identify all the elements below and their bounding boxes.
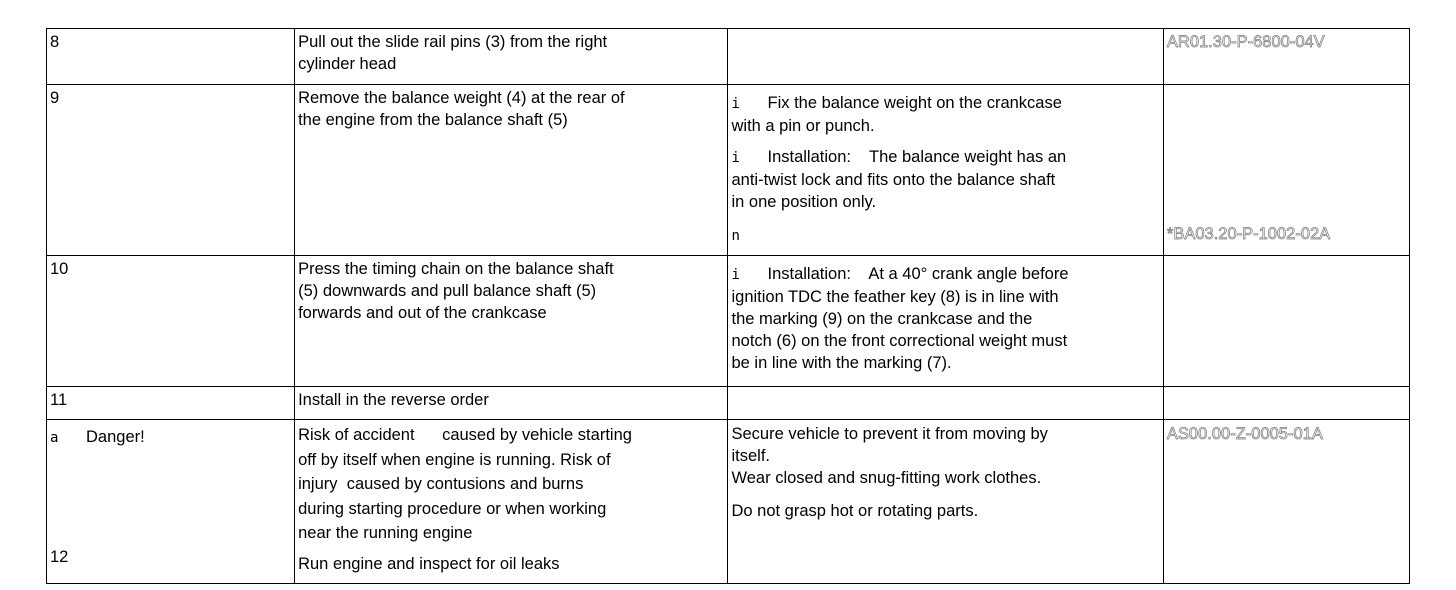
step-number: 9 bbox=[47, 85, 295, 256]
table-row bbox=[47, 29, 1410, 85]
action-text: Remove the balance weight (4) at the rear of the engine from the balance shaft (5) bbox=[295, 85, 728, 256]
table-row bbox=[47, 387, 1410, 420]
note-cell bbox=[728, 387, 1163, 420]
danger-text: Risk of accident caused by vehicle starting bbox=[298, 426, 632, 444]
reference-code: *BA03.20-P-1002-02A bbox=[1163, 85, 1409, 256]
reference-code bbox=[1163, 387, 1409, 420]
table-row bbox=[47, 85, 1410, 256]
figure-note bbox=[731, 224, 1159, 247]
info-icon: i bbox=[731, 96, 740, 112]
step-number: 11 bbox=[47, 387, 295, 420]
reference-code bbox=[1163, 256, 1409, 387]
table-row bbox=[47, 256, 1410, 387]
action-text: Install in the reverse order bbox=[295, 387, 728, 420]
note-cell bbox=[728, 85, 1163, 256]
info-icon: i bbox=[731, 150, 740, 166]
note-cell: Secure vehicle to prevent it from moving by itself. Wear closed and snug-fitting work clothes. Do not grasp hot or rotating parts. bbox=[728, 420, 1163, 584]
info-note: i Fix the balance weight on the crankcase with a pin or punch. bbox=[731, 94, 1062, 135]
note-cell bbox=[728, 256, 1163, 387]
note-cell bbox=[728, 29, 1163, 85]
danger-label: Danger! bbox=[86, 428, 145, 446]
table-row bbox=[47, 420, 1410, 584]
info-icon: i bbox=[731, 267, 740, 283]
action-text: Risk of accident caused by vehicle starting off by itself when engine is running. Risk of injury caused by contusions and burns during starting procedure or when working near the running engine Run engine and inspect for oil leaks bbox=[295, 420, 728, 584]
reference-code: AR01.30-P-6800-04V bbox=[1163, 29, 1409, 85]
installation-note: i Installation: The balance weight has an anti-twist lock and fits onto the balance shaft in one position only. bbox=[731, 148, 1067, 211]
warning-icon: a bbox=[50, 430, 59, 446]
step-number: 8 bbox=[47, 29, 295, 85]
action-text: Pull out the slide rail pins (3) from the right cylinder head bbox=[295, 29, 728, 85]
installation-note: i Installation: At a 40° crank angle before ignition TDC the feather key (8) is in line with the marking (9) on the crankcase and the notch (6) on the front correctional weight must be in line with the marking (7). bbox=[731, 265, 1069, 372]
procedure-table bbox=[46, 28, 1410, 584]
reference-code: AS00.00-Z-0005-01A bbox=[1163, 420, 1409, 584]
action-text-12: Run engine and inspect for oil leaks bbox=[298, 554, 560, 573]
action-text: Press the timing chain on the balance shaft (5) downwards and pull balance shaft (5) forwards and out of the crankcase bbox=[295, 256, 728, 387]
figure-icon: n bbox=[731, 228, 740, 244]
step-number: a Danger! 12 bbox=[47, 420, 295, 584]
step-number: 10 bbox=[47, 256, 295, 387]
